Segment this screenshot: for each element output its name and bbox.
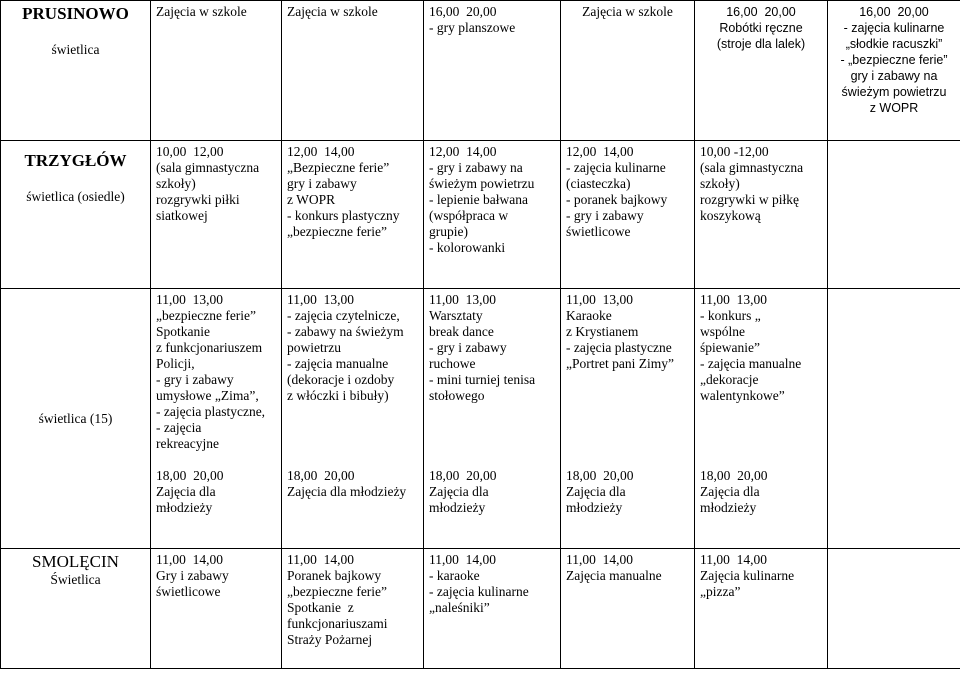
place-cell bbox=[1, 289, 151, 549]
cell-line: - zajęcia bbox=[156, 420, 202, 435]
day-cell bbox=[828, 549, 960, 669]
day-cell bbox=[561, 549, 695, 669]
cell-line: „pizza” bbox=[700, 584, 741, 599]
cell-line: Spotkanie z bbox=[287, 600, 354, 615]
cell-line: 12,00 14,00 bbox=[566, 144, 634, 159]
place-cell bbox=[1, 141, 151, 289]
cell-line: Warsztaty bbox=[429, 308, 483, 323]
cell-line bbox=[429, 420, 555, 436]
cell-line: 11,00 14,00 bbox=[287, 552, 354, 567]
cell-line: śpiewanie” bbox=[700, 340, 760, 355]
day-cell bbox=[828, 1, 960, 141]
cell-line: świetlicowe bbox=[156, 584, 221, 599]
cell-line: „słodkie racuszki” bbox=[845, 37, 943, 51]
place-name: TRZYGŁÓW bbox=[24, 151, 127, 170]
cell-line: - zajęcia kulinarne bbox=[566, 160, 666, 175]
cell-line: Gry i zabawy bbox=[156, 568, 229, 583]
cell-line: stołowego bbox=[429, 388, 485, 403]
cell-line: Robótki ręczne bbox=[719, 21, 803, 35]
cell-line: siatkowej bbox=[156, 208, 208, 223]
day-cell bbox=[561, 141, 695, 289]
cell-line: „bezpieczne ferie” bbox=[287, 224, 388, 239]
day-cell bbox=[282, 549, 424, 669]
cell-line: - zajęcia kulinarne bbox=[843, 21, 945, 35]
cell-line: walentynkowe” bbox=[700, 388, 785, 403]
cell-line: - kolorowanki bbox=[429, 240, 506, 255]
cell-line bbox=[700, 452, 822, 468]
cell-line bbox=[287, 436, 418, 452]
cell-line: 12,00 14,00 bbox=[429, 144, 497, 159]
cell-line: z włóczki i bibuły) bbox=[287, 388, 389, 403]
cell-line: - zabawy na świeżym bbox=[287, 324, 404, 339]
cell-line bbox=[700, 436, 822, 452]
place-name: PRUSINOWO bbox=[22, 4, 129, 23]
cell-line: 16,00 20,00 bbox=[726, 5, 796, 19]
cell-line: gry i zabawy bbox=[287, 176, 357, 191]
cell-line: 16,00 20,00 bbox=[859, 5, 929, 19]
cell-line: Zajęcia w szkole bbox=[582, 4, 673, 19]
cell-line: funkcjonariuszami bbox=[287, 616, 388, 631]
cell-line: - karaoke bbox=[429, 568, 480, 583]
place-cell bbox=[1, 1, 151, 141]
cell-line bbox=[566, 388, 689, 404]
cell-line: wspólne bbox=[700, 324, 745, 339]
cell-line: 10,00 12,00 bbox=[156, 144, 224, 159]
cell-line: - zajęcia plastyczne bbox=[566, 340, 672, 355]
cell-line: świeżym powietrzu bbox=[429, 176, 535, 191]
cell-line bbox=[287, 420, 418, 436]
cell-line: - konkurs plastyczny bbox=[287, 208, 400, 223]
cell-line: szkoły) bbox=[700, 176, 740, 191]
day-cell bbox=[282, 1, 424, 141]
cell-line: - gry i zabawy bbox=[566, 208, 644, 223]
cell-line: Zajęcia dla bbox=[156, 484, 216, 499]
cell-line: Zajęcia dla bbox=[566, 484, 626, 499]
cell-line: - mini turniej tenisa bbox=[429, 372, 536, 387]
day-cell bbox=[561, 1, 695, 141]
cell-line: 12,00 14,00 bbox=[287, 144, 355, 159]
cell-line: - gry i zabawy na bbox=[429, 160, 523, 175]
day-cell bbox=[561, 289, 695, 549]
cell-line: - zajęcia manualne bbox=[700, 356, 802, 371]
day-cell bbox=[695, 1, 828, 141]
cell-line: „naleśniki” bbox=[429, 600, 490, 615]
day-cell bbox=[151, 141, 282, 289]
cell-line: Zajęcia manualne bbox=[566, 568, 662, 583]
cell-line: z funkcjonariuszem bbox=[156, 340, 263, 355]
cell-line bbox=[429, 404, 555, 420]
cell-line: młodzieży bbox=[156, 500, 213, 515]
cell-line: 11,00 13,00 bbox=[429, 292, 496, 307]
cell-line: (stroje dla lalek) bbox=[716, 37, 806, 51]
cell-line: młodzieży bbox=[700, 500, 757, 515]
day-cell bbox=[828, 289, 960, 549]
cell-line: z Krystianem bbox=[566, 324, 639, 339]
cell-line bbox=[287, 404, 418, 420]
cell-line: - zajęcia plastyczne, bbox=[156, 404, 266, 419]
cell-line: rozgrywki w piłkę bbox=[700, 192, 799, 207]
row-prusinowo bbox=[1, 1, 960, 141]
cell-line: Zajęcia dla młodzieży bbox=[287, 484, 407, 499]
cell-line: umysłowe „Zima”, bbox=[156, 388, 259, 403]
cell-line bbox=[566, 452, 689, 468]
cell-line bbox=[566, 436, 689, 452]
cell-line: (dekoracje i ozdoby bbox=[287, 372, 395, 387]
cell-line: powietrzu bbox=[287, 340, 341, 355]
cell-line: Zajęcia dla bbox=[700, 484, 760, 499]
cell-line: młodzieży bbox=[566, 500, 623, 515]
cell-line: (sala gimnastyczna bbox=[700, 160, 804, 175]
cell-line: - zajęcia manualne bbox=[287, 356, 389, 371]
cell-line: - gry i zabawy bbox=[156, 372, 234, 387]
cell-line: rozgrywki piłki bbox=[156, 192, 240, 207]
cell-line: koszykową bbox=[700, 208, 761, 223]
day-cell bbox=[695, 549, 828, 669]
day-cell bbox=[424, 1, 561, 141]
day-cell bbox=[424, 549, 561, 669]
place-sub: świetlica bbox=[51, 42, 100, 57]
day-cell bbox=[424, 141, 561, 289]
cell-line: - „bezpieczne ferie” bbox=[840, 53, 948, 67]
day-cell bbox=[695, 141, 828, 289]
cell-line: świeżym powietrzu bbox=[841, 85, 947, 99]
cell-line: 16,00 20,00 bbox=[429, 4, 497, 19]
cell-line: świetlicowe bbox=[566, 224, 631, 239]
cell-line bbox=[429, 436, 555, 452]
row-swietlica-15 bbox=[1, 289, 960, 549]
cell-line: - gry i zabawy bbox=[429, 340, 507, 355]
cell-line: Karaoke bbox=[566, 308, 612, 323]
cell-line: Zajęcia kulinarne bbox=[700, 568, 795, 583]
cell-line: 18,00 20,00 bbox=[287, 468, 355, 483]
cell-line: 11,00 13,00 bbox=[156, 292, 223, 307]
cell-line: Zajęcia dla bbox=[429, 484, 489, 499]
cell-line: szkoły) bbox=[156, 176, 196, 191]
day-cell bbox=[151, 1, 282, 141]
cell-line: (współpraca w bbox=[429, 208, 509, 223]
place-sub: Świetlica bbox=[50, 572, 101, 587]
day-cell bbox=[282, 289, 424, 549]
cell-line bbox=[700, 404, 822, 420]
cell-line: - konkurs „ bbox=[700, 308, 761, 323]
cell-line: 11,00 13,00 bbox=[566, 292, 633, 307]
cell-line: z WOPR bbox=[287, 192, 336, 207]
cell-line: 11,00 13,00 bbox=[287, 292, 354, 307]
place-name: SMOLĘCIN bbox=[32, 552, 119, 571]
cell-line: - poranek bajkowy bbox=[566, 192, 668, 207]
place-sub: świetlica (osiedle) bbox=[26, 189, 125, 204]
cell-line: - lepienie bałwana bbox=[429, 192, 528, 207]
cell-line bbox=[287, 452, 418, 468]
cell-line: „bezpieczne ferie” bbox=[287, 584, 388, 599]
cell-line: 11,00 13,00 bbox=[700, 292, 767, 307]
day-cell bbox=[828, 141, 960, 289]
cell-line: „bezpieczne ferie” bbox=[156, 308, 257, 323]
cell-line: 18,00 20,00 bbox=[429, 468, 497, 483]
day-cell bbox=[151, 549, 282, 669]
cell-line: Zajęcia w szkole bbox=[287, 4, 378, 19]
cell-line: 11,00 14,00 bbox=[700, 552, 767, 567]
cell-line: z WOPR bbox=[869, 101, 919, 115]
place-cell bbox=[1, 549, 151, 669]
cell-line bbox=[700, 420, 822, 436]
cell-line: „Portret pani Zimy” bbox=[566, 356, 674, 371]
cell-line: 11,00 14,00 bbox=[566, 552, 633, 567]
cell-line: „Bezpieczne ferie” bbox=[287, 160, 390, 175]
day-cell bbox=[282, 141, 424, 289]
day-cell bbox=[695, 289, 828, 549]
day-cell bbox=[424, 289, 561, 549]
row-trzyglow bbox=[1, 141, 960, 289]
cell-line bbox=[429, 452, 555, 468]
cell-line bbox=[566, 372, 689, 388]
cell-line: rekreacyjne bbox=[156, 436, 219, 451]
cell-line: ruchowe bbox=[429, 356, 476, 371]
cell-line: Poranek bajkowy bbox=[287, 568, 382, 583]
cell-line: 10,00 -12,00 bbox=[700, 144, 769, 159]
cell-line: 11,00 14,00 bbox=[156, 552, 223, 567]
cell-line: Straży Pożarnej bbox=[287, 632, 373, 647]
cell-line: grupie) bbox=[429, 224, 468, 239]
cell-line: Policji, bbox=[156, 356, 195, 371]
cell-line: - zajęcia kulinarne bbox=[429, 584, 529, 599]
cell-line: break dance bbox=[429, 324, 494, 339]
cell-line: gry i zabawy na bbox=[850, 69, 938, 83]
cell-line: młodzieży bbox=[429, 500, 486, 515]
cell-line: Zajęcia w szkole bbox=[156, 4, 247, 19]
cell-line: 18,00 20,00 bbox=[700, 468, 768, 483]
cell-line: 18,00 20,00 bbox=[566, 468, 634, 483]
place-sub: świetlica (15) bbox=[38, 410, 113, 426]
cell-line: 11,00 14,00 bbox=[429, 552, 496, 567]
cell-line bbox=[566, 404, 689, 420]
cell-line: 18,00 20,00 bbox=[156, 468, 224, 483]
row-smolecin bbox=[1, 549, 960, 669]
cell-line: - zajęcia czytelnicze, bbox=[287, 308, 400, 323]
day-cell bbox=[151, 289, 282, 549]
cell-line: - gry planszowe bbox=[429, 20, 516, 35]
cell-line bbox=[566, 420, 689, 436]
cell-line: (sala gimnastyczna bbox=[156, 160, 260, 175]
cell-line: Spotkanie bbox=[156, 324, 210, 339]
cell-line bbox=[156, 452, 276, 468]
cell-line: „dekoracje bbox=[700, 372, 759, 387]
cell-line: (ciasteczka) bbox=[566, 176, 631, 191]
